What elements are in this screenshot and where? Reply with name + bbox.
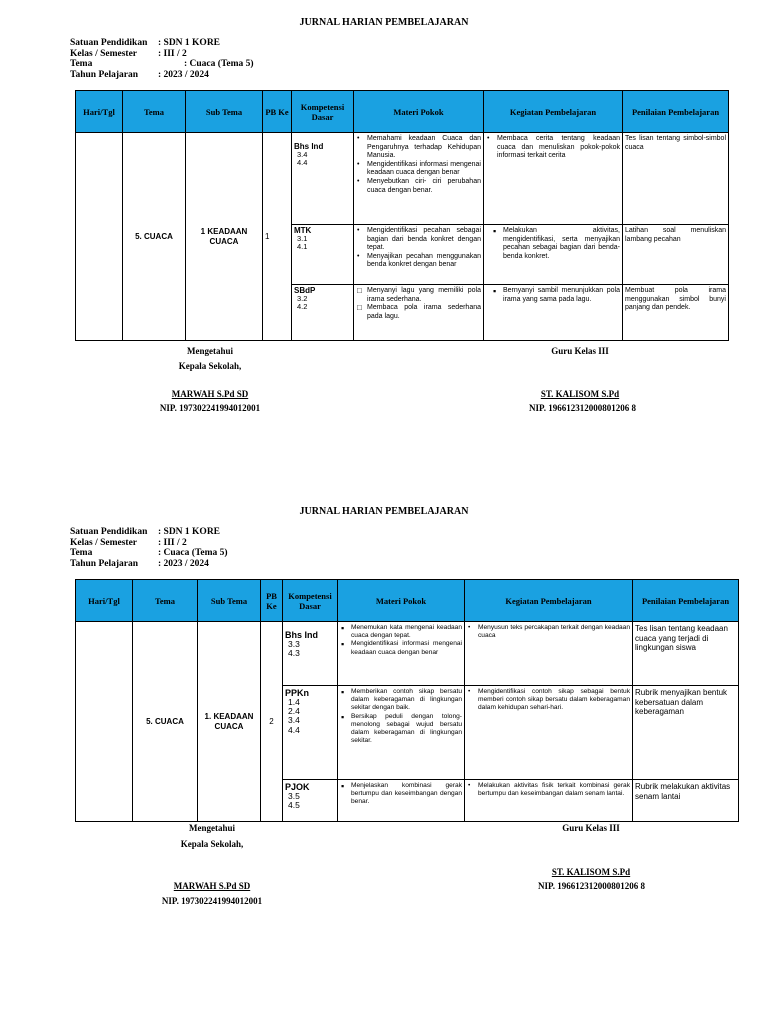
table-row (76, 622, 739, 686)
materi-item: □ Menyanyi lagu yang memiliki pola irama sederhana. (356, 287, 481, 304)
materi-item: • Mengidentifikasi pecahan sebagai bagian dari benda konkret dengan tepat. (356, 227, 481, 253)
penilaian-cell: Tes lisan tentang keadaan cuaca yang terjadi di lingkungan siswa (633, 622, 739, 686)
materi-item: ▪ Menjelaskan kombinasi gerak bertumpu dan keseimbangan dengan benar. (340, 782, 462, 807)
penilaian-cell: Rubrik menyajikan bentuk kebersatuan dalam keberagaman (633, 686, 739, 780)
journal-2-title: JURNAL HARIAN PEMBELAJARAN (299, 506, 469, 517)
hari-tgl-cell (76, 133, 123, 341)
journal-2-principal-name: MARWAH S.Pd SD (173, 881, 251, 891)
kd-cell (283, 780, 338, 822)
kd-code: 4.4 (288, 724, 300, 735)
materi-item: ▪ Mengidentifikasi informasi mengenai keadaan cuaca dengan benar (340, 640, 462, 656)
kegiatan-cell (465, 686, 633, 780)
kegiatan-item: • Menyusun teks percakapan terkait dengan keadaan cuaca (467, 624, 630, 640)
kd-cell (283, 686, 338, 780)
journal-1-principal-name: MARWAH S.Pd SD (171, 389, 249, 399)
header-kompetensi-dasar: Kompetensi Dasar (283, 580, 338, 622)
kd-code: 4.3 (288, 648, 300, 659)
meta-value: : SDN 1 KORE (158, 38, 221, 48)
meta-value: : 2023 / 2024 (158, 69, 209, 80)
meta-value: : 2023 / 2024 (158, 558, 209, 569)
tema-cell: 5. CUACA (133, 622, 198, 822)
header-materi-pokok: Materi Pokok (354, 91, 484, 133)
journal-1-table (75, 90, 729, 341)
materi-item: ▪ Menemukan kata mengenai keadaan cuaca dengan tepat. (340, 624, 462, 640)
kegiatan-cell (465, 622, 633, 686)
meta-label: Kelas / Semester (70, 48, 138, 59)
journal-1-teacher-name: ST. KALISOM S.Pd (540, 389, 620, 399)
penilaian-cell: Rubrik melakukan aktivitas senam lantai (633, 780, 739, 822)
penilaian-cell: Membuat pola irama menggunakan simbol bunyi panjang dan pendek. (623, 285, 729, 341)
journal-1-title: JURNAL HARIAN PEMBELAJARAN (299, 17, 469, 28)
kegiatan-item: ▪ Bernyanyi sambil menunjukkan pola irama yang sama pada lagu. (492, 287, 620, 304)
header-penilaian: Penilaian Pembelajaran (623, 91, 729, 133)
journal-2-table (75, 579, 739, 822)
kd-code: 3.2 (297, 294, 308, 303)
pb-cell: 2 (261, 622, 283, 822)
kd-cell (292, 133, 354, 225)
materi-cell (338, 622, 465, 686)
header-kegiatan: Kegiatan Pembelajaran (465, 580, 633, 622)
journal-2-principal-nip: NIP. 197302241994012001 (161, 896, 263, 906)
pb-cell: 1 (263, 133, 292, 341)
kd-code: 4.1 (297, 242, 308, 252)
kegiatan-cell (484, 133, 623, 225)
kd-code: 1.4 (288, 697, 300, 707)
header-pb-ke: PB Ke (261, 580, 283, 622)
materi-cell (338, 686, 465, 780)
tema-cell: 5. CUACA (123, 133, 186, 341)
subtema-cell: 1. KEADAAN CUACA (198, 622, 261, 822)
subject-label: PJOK (285, 782, 310, 792)
journal-1-teacher-nip: NIP. 196612312000801206 8 (529, 403, 636, 413)
header-pb-ke: PB Ke (263, 91, 292, 133)
header-hari-tgl: Hari/Tgl (76, 91, 123, 133)
kd-code: 4.2 (297, 302, 308, 312)
meta-label: Tahun Pelajaran (70, 69, 139, 80)
materi-cell (354, 133, 484, 225)
header-penilaian: Penilaian Pembelajaran (633, 580, 739, 622)
kegiatan-cell (465, 780, 633, 822)
journal-2-kepala-sekolah: Kepala Sekolah, (180, 839, 244, 849)
materi-item: • Mengidentifikasi informasi mengenai keadaan cuaca dengan benar (356, 161, 481, 178)
kegiatan-item: • Melakukan aktivitas fisik terkait kombinasi gerak bertumpu dan keseimbangan dalam senam lantai. (467, 782, 630, 798)
journal-2-guru-kelas: Guru Kelas III (562, 823, 620, 833)
materi-item: ▪ Memberikan contoh sikap bersatu dalam keberagaman di lingkungan sekitar dengan baik. (340, 688, 462, 713)
meta-value: : III / 2 (158, 537, 187, 548)
meta-value: : Cuaca (Tema 5) (158, 548, 228, 558)
journal-2-teacher-name: ST. KALISOM S.Pd (551, 867, 631, 877)
journal-2-teacher-nip: NIP. 196612312000801206 8 (538, 881, 645, 891)
materi-item: □ Membaca pola irama sederhana pada lagu. (356, 304, 481, 321)
header-sub-tema: Sub Tema (186, 91, 263, 133)
kegiatan-item: • Mengidentifikasi contoh sikap sebagai bentuk memberi contoh sikap bersatu dalam keberagaman dalam kehidupan sehari-hari. (467, 688, 630, 713)
journal-1-kepala-sekolah: Kepala Sekolah, (178, 361, 242, 371)
materi-cell (338, 780, 465, 822)
subject-label: Bhs Ind (285, 630, 318, 640)
table-row (76, 133, 729, 225)
materi-item: • Menyajikan pecahan menggunakan benda konkret dengan benar (356, 253, 481, 270)
kegiatan-cell (484, 285, 623, 341)
materi-item: ▪ Bersikap peduli dengan tolong- menolong sebagai wujud bersatu dalam keberagaman di lingkungan sekitar. (340, 713, 462, 746)
penilaian-cell: Tes lisan tentang simbol-simbol cuaca (623, 133, 729, 225)
header-tema: Tema (133, 580, 198, 622)
meta-label: Satuan Pendidikan (70, 38, 148, 48)
kd-code: 3.4 (288, 715, 300, 726)
meta-value: : Cuaca (Tema 5) (184, 59, 254, 69)
meta-label: Tema (70, 548, 93, 558)
journal-1-mengetahui: Mengetahui (187, 346, 233, 356)
subtema-cell: 1 KEADAAN CUACA (186, 133, 263, 341)
meta-label: Satuan Pendidikan (70, 527, 148, 537)
materi-cell (354, 225, 484, 285)
meta-label: Tema (70, 59, 93, 69)
subject-label: MTK (294, 226, 312, 235)
kd-code: 4.5 (288, 800, 300, 811)
header-kompetensi-dasar: Kompetensi Dasar (292, 91, 354, 133)
header-hari-tgl: Hari/Tgl (76, 580, 133, 622)
journal-1-principal-nip: NIP. 197302241994012001 (159, 403, 261, 413)
meta-label: Kelas / Semester (70, 537, 138, 548)
kd-code: 3.4 (297, 150, 308, 159)
kd-code: 3.5 (288, 791, 300, 801)
materi-item: • Memahami keadaan Cuaca dan Pengaruhnya terhadap Kehidupan Manusia. (356, 135, 481, 161)
kegiatan-cell (484, 225, 623, 285)
penilaian-cell: Latihan soal menuliskan lambang pecahan (623, 225, 729, 285)
meta-value: : SDN 1 KORE (158, 527, 221, 537)
subject-label: Bhs Ind (294, 142, 324, 151)
kegiatan-item: ▪ Melakukan aktivitas, mengidentifikasi, serta menyajikan pecahan sebagai bagian dari benda-benda konkret. (492, 227, 620, 261)
kd-cell (283, 622, 338, 686)
meta-value: : III / 2 (158, 48, 187, 59)
header-sub-tema: Sub Tema (198, 580, 261, 622)
header-tema: Tema (123, 91, 186, 133)
kd-cell (292, 225, 354, 285)
kd-code: 4.4 (297, 158, 308, 168)
header-kegiatan: Kegiatan Pembelajaran (484, 91, 623, 133)
hari-tgl-cell (76, 622, 133, 822)
header-materi-pokok: Materi Pokok (338, 580, 465, 622)
kegiatan-item: • Membaca cerita tentang keadaan cuaca dan menuliskan pokok-pokok informasi terkait cerita (486, 135, 620, 161)
kd-code: 3.3 (288, 639, 300, 649)
kd-code: 2.4 (288, 706, 300, 717)
table-header-row (76, 580, 739, 622)
journal-1-guru-kelas: Guru Kelas III (551, 346, 609, 356)
materi-item: • Menyebutkan ciri- ciri perubahan cuaca dengan benar. (356, 178, 481, 195)
kd-code: 3.1 (297, 234, 308, 243)
subject-label: SBdP (294, 286, 316, 295)
subject-label: PPKn (285, 688, 310, 698)
table-header-row (76, 91, 729, 133)
kd-cell (292, 285, 354, 341)
journal-2-mengetahui: Mengetahui (189, 823, 235, 833)
meta-label: Tahun Pelajaran (70, 558, 139, 569)
materi-cell (354, 285, 484, 341)
